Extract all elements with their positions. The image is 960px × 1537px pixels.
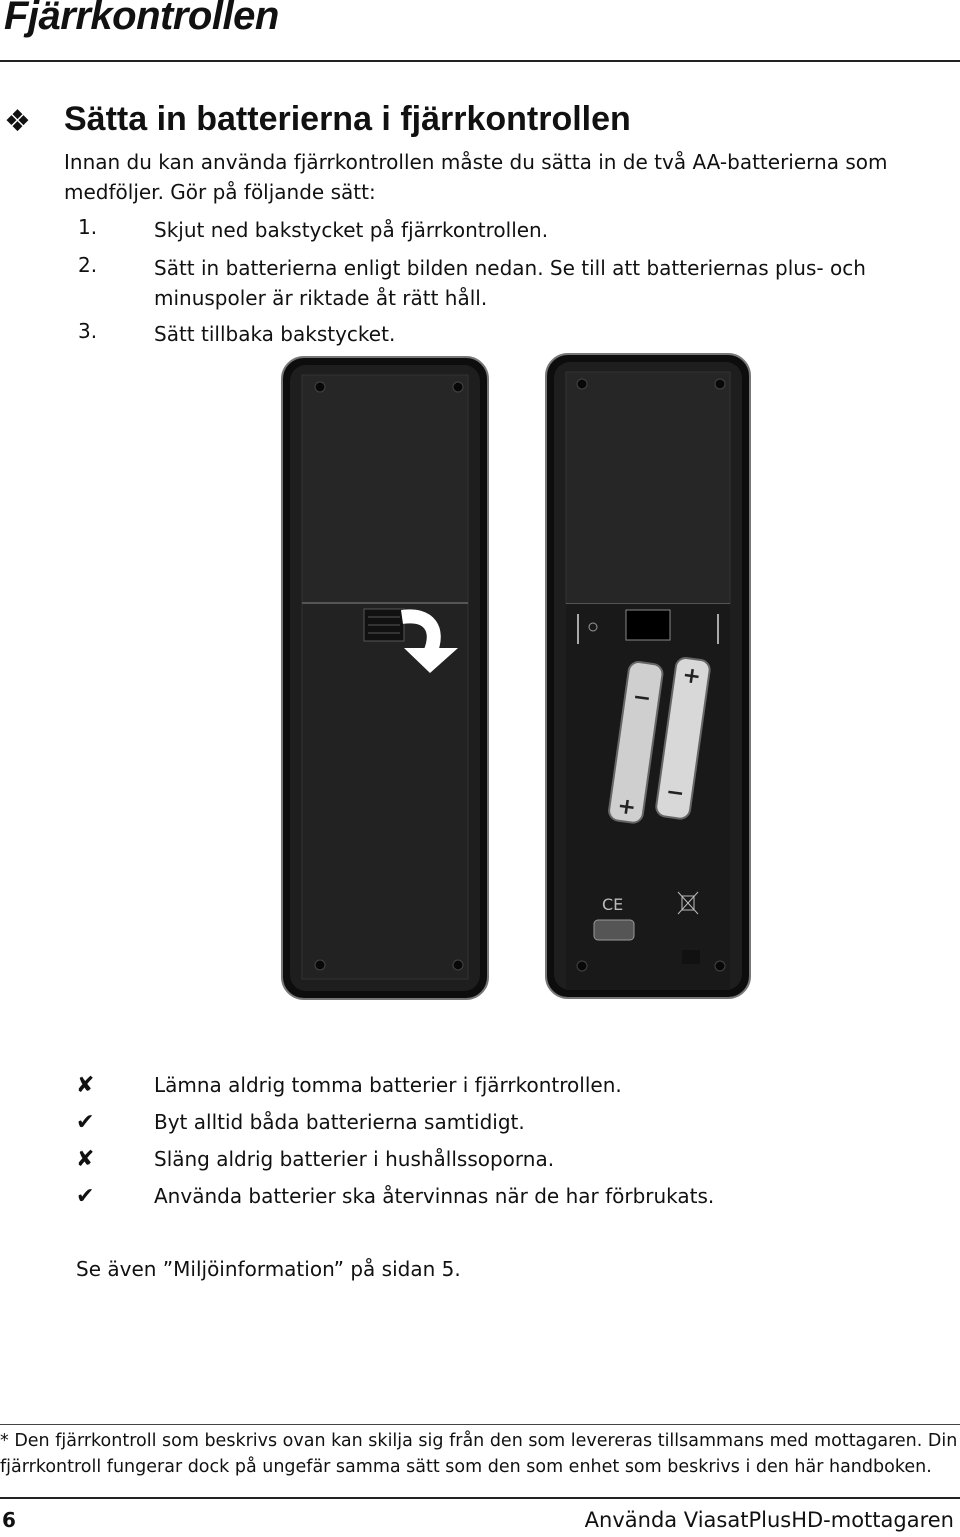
section-title: Sätta in batterierna i fjärrkontrollen — [64, 100, 631, 138]
connector-icon — [626, 610, 670, 640]
label-plate-icon — [594, 920, 634, 940]
cross-icon: ✘ — [76, 1073, 95, 1098]
chapter-title: Fjärrkontrollen — [4, 0, 279, 38]
svg-text:−: − — [631, 684, 653, 712]
screw-icon — [577, 379, 587, 389]
screw-icon — [315, 960, 325, 970]
remote-battery-compartment-illustration — [544, 352, 752, 1000]
screw-icon — [715, 961, 725, 971]
footnote: * Den fjärrkontroll som beskrivs ovan kan skilja sig från den som levereras tillsammans med mottagaren. Din fjärrkontroll fungerar dock på ungefär samma sätt som den som enhet som beskrivs i den här handboken. — [0, 1431, 958, 1477]
step-number: 3. — [78, 319, 98, 343]
step-text: Sätt tillbaka bakstycket. — [154, 322, 396, 346]
tip-text: Använda batterier ska återvinnas när de har förbrukats. — [154, 1184, 715, 1208]
step-text: Skjut ned bakstycket på fjärrkontrollen. — [154, 218, 549, 242]
screw-icon — [453, 382, 463, 392]
intro-paragraph: Innan du kan använda fjärrkontrollen måste du sätta in de två AA-batterierna som medföljer. Gör på följande sätt: — [64, 150, 888, 204]
step-text: Sätt in batterierna enligt bilden nedan. Se till att batteriernas plus- och minuspoler är riktade åt rätt håll. — [154, 256, 866, 310]
screw-icon — [453, 960, 463, 970]
footer-rule — [0, 1497, 960, 1499]
ce-mark-icon: CE — [602, 895, 624, 914]
page-number: 6 — [2, 1508, 16, 1532]
svg-text:−: − — [664, 779, 687, 807]
running-title: Använda ViasatPlusHD-mottagaren — [584, 1508, 954, 1532]
diamond-bullet-icon: ❖ — [4, 104, 31, 139]
remote-back-closed-illustration — [280, 355, 490, 1001]
check-icon: ✔ — [76, 1110, 95, 1135]
step-number: 2. — [78, 253, 98, 277]
tip-text: Byt alltid båda batterierna samtidigt. — [154, 1110, 525, 1134]
footnote-rule — [0, 1424, 960, 1425]
screw-icon — [577, 961, 587, 971]
header-rule — [0, 60, 960, 62]
screw-icon — [315, 382, 325, 392]
check-icon: ✔ — [76, 1184, 95, 1209]
svg-text:+: + — [680, 662, 703, 691]
tip-text: Släng aldrig batterier i hushållssoporna. — [154, 1147, 555, 1171]
svg-text:+: + — [615, 793, 638, 821]
step-number: 1. — [78, 215, 98, 239]
screw-icon — [715, 379, 725, 389]
see-also-reference: Se även ”Miljöinformation” på sidan 5. — [76, 1257, 461, 1281]
tip-text: Lämna aldrig tomma batterier i fjärrkontrollen. — [154, 1073, 622, 1097]
cross-icon: ✘ — [76, 1147, 95, 1172]
